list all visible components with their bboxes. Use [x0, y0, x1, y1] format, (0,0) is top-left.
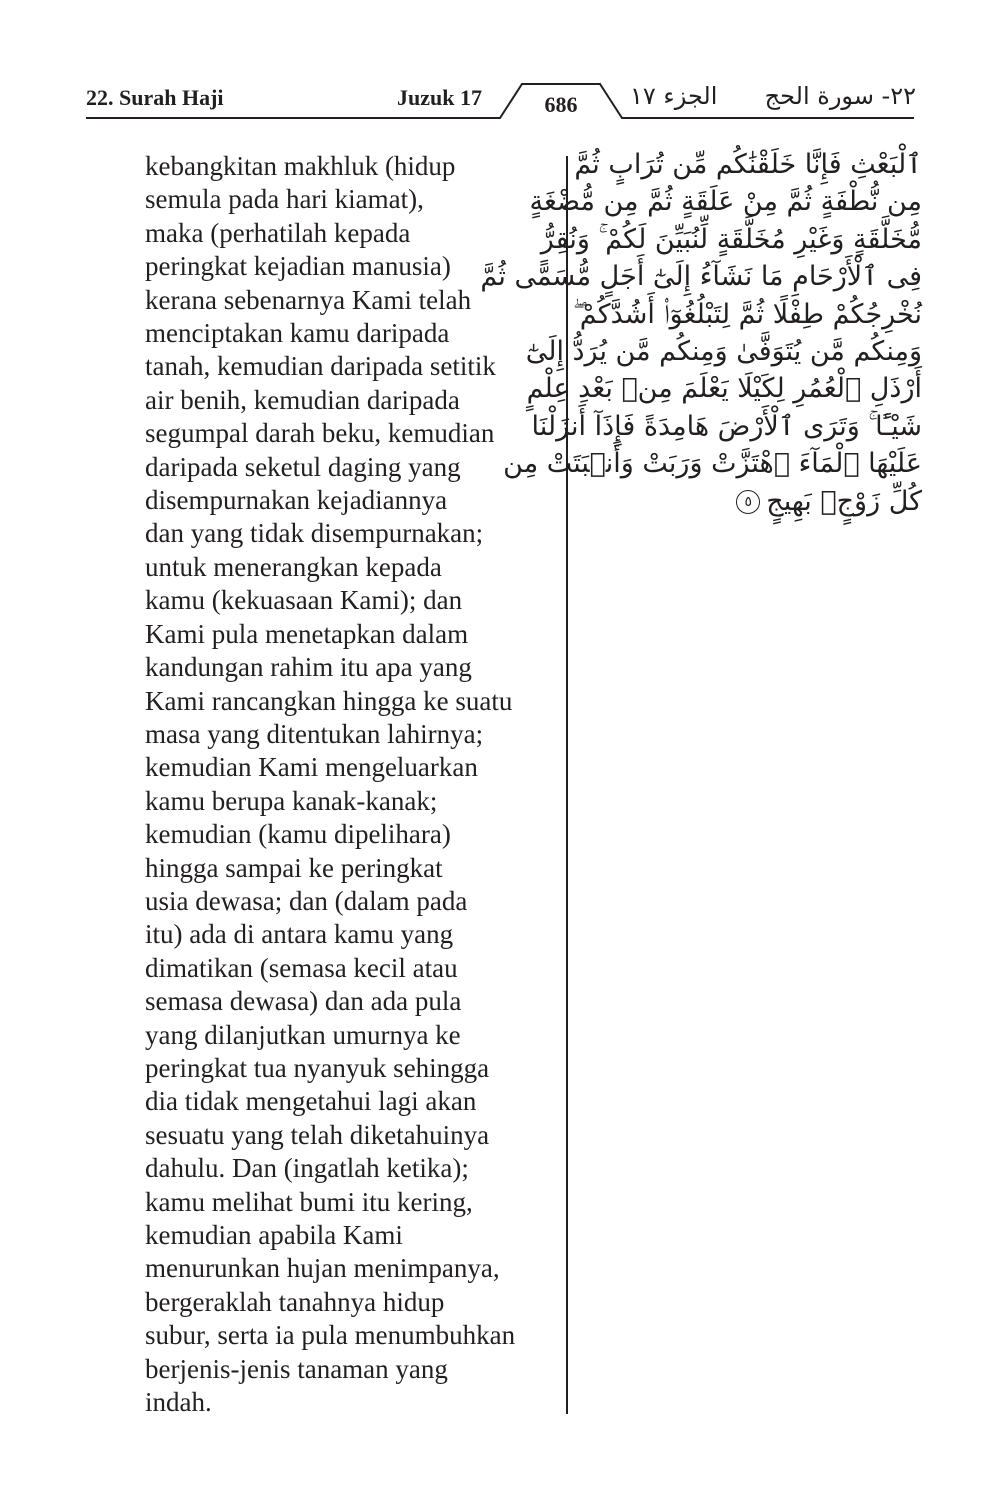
translation-line: usia dewasa; dan (dalam pada	[145, 885, 468, 916]
translation-line: air benih, kemudian daripada	[145, 384, 460, 415]
translation-line: untuk menerangkan kepada	[145, 551, 442, 582]
translation-line: tanah, kemudian daripada setitik	[145, 351, 496, 382]
translation-line: menurunkan hujan menimpanya,	[145, 1253, 500, 1284]
arabic-verse-line: نُخْرِجُكُمْ طِفْلًا ثُمَّ لِتَبْلُغُوٓا۟ أَشُدَّكُمْ ۖ	[573, 298, 922, 330]
translation-line: berjenis-jenis tanaman yang	[145, 1353, 448, 1384]
translation-line: dia tidak mengetahui lagi akan	[145, 1086, 477, 1117]
arabic-verse-line: فِى ٱلْأَرْحَامِ مَا نَشَآءُ إِلَىٰٓ أَجَلٍ مُّسَمًّى ثُمَّ	[480, 261, 922, 293]
translation-line: kemudian (kamu dipelihara)	[145, 819, 451, 850]
translation-line: dimatikan (semasa kecil atau	[145, 952, 458, 983]
page-number: 686	[544, 92, 578, 117]
translation-line: kerana sebenarnya Kami telah	[145, 284, 472, 315]
ayah-number-mark: ٥	[736, 490, 760, 514]
translation-column	[145, 150, 563, 1419]
arabic-verse-line: كُلِّ زَوْجٍۭ بَهِيجٍ٥	[592, 483, 922, 520]
translation-line: bergeraklah tanahnya hidup	[145, 1286, 445, 1317]
translation-line: yang dilanjutkan umurnya ke	[145, 1019, 461, 1050]
translation-line: sesuatu yang telah diketahuinya	[145, 1119, 490, 1150]
juz-label-arabic: الجزء ١٧	[630, 82, 718, 110]
arabic-verse-line: مِن نُّطْفَةٍ ثُمَّ مِنْ عَلَقَةٍ ثُمَّ مِن مُّضْغَةٍ	[529, 186, 922, 218]
juzuk-label-latin: Juzuk 17	[397, 85, 482, 110]
arabic-verse-line: شَيْـًٔا ۚ وَتَرَى ٱلْأَرْضَ هَامِدَةً فَإِذَآ أَنزَلْنَا	[531, 410, 922, 442]
surah-title-latin: 22. Surah Haji	[86, 85, 224, 110]
translation-line: disempurnakan kejadiannya	[145, 485, 448, 516]
translation-line: dahulu. Dan (ingatlah ketika);	[145, 1153, 469, 1184]
translation-line: kemudian Kami mengeluarkan	[145, 752, 478, 783]
translation-line: kandungan rahim itu apa yang	[145, 652, 472, 683]
arabic-verse-line: وَمِنكُم مَّن يُتَوَفَّىٰ وَمِنكُم مَّن يُرَدُّ إِلَىٰٓ	[525, 336, 922, 368]
translation-line: itu) ada di antara kamu yang	[145, 919, 454, 950]
translation-line: kamu (kekuasaan Kami); dan	[145, 585, 463, 616]
arabic-verse-line: أَرْذَلِ ٱلْعُمُرِ لِكَيْلَا يَعْلَمَ مِنۢ بَعْدِ عِلْمٍ	[526, 373, 922, 405]
arabic-verse-column	[480, 146, 922, 520]
translation-line: kamu melihat bumi itu kering,	[145, 1186, 473, 1217]
translation-line: daripada seketul daging yang	[145, 451, 461, 482]
translation-line: dan yang tidak disempurnakan;	[145, 518, 484, 549]
translation-line: hingga sampai ke peringkat	[145, 852, 443, 883]
translation-line: subur, serta ia pula menumbuhkan	[145, 1320, 516, 1351]
translation-line: peringkat kejadian manusia)	[145, 251, 451, 282]
translation-line: kemudian apabila Kami	[145, 1220, 403, 1250]
translation-line: semula pada hari kiamat),	[145, 184, 424, 215]
translation-line: Kami pula menetapkan dalam	[145, 618, 469, 649]
translation-line: masa yang ditentukan lahirnya;	[145, 718, 484, 749]
translation-line: kebangkitan makhluk (hidup	[145, 151, 456, 181]
arabic-verse-line: مُّخَلَّقَةٍ وَغَيْرِ مُخَلَّقَةٍ لِّنُبَيِّنَ لَكُمْ ۚ وَنُقِرُّ	[540, 223, 922, 255]
translation-line: Kami rancangkan hingga ke suatu	[145, 685, 513, 716]
surah-title-arabic: ٢٢- سورة الحج	[764, 82, 916, 110]
translation-line: indah.	[145, 1387, 212, 1418]
translation-line: semasa dewasa) dan ada pula	[145, 986, 462, 1017]
translation-line: segumpal darah beku, kemudian	[145, 418, 495, 449]
translation-line: menciptakan kamu daripada	[145, 318, 450, 349]
translation-line: kamu berupa kanak-kanak;	[145, 785, 438, 816]
page-header	[0, 0, 1000, 130]
translation-line: maka (perhatilah kepada	[145, 217, 411, 248]
arabic-verse-line: عَلَيْهَا ٱلْمَآءَ ٱهْتَزَّتْ وَرَبَتْ وَأَنۢبَتَتْ مِن	[503, 448, 922, 480]
translation-line: peringkat tua nyanyuk sehingga	[145, 1052, 490, 1083]
arabic-verse-line: ٱلْبَعْثِ فَإِنَّا خَلَقْنَٰكُم مِّن تُرَابٍ ثُمَّ	[574, 149, 922, 180]
